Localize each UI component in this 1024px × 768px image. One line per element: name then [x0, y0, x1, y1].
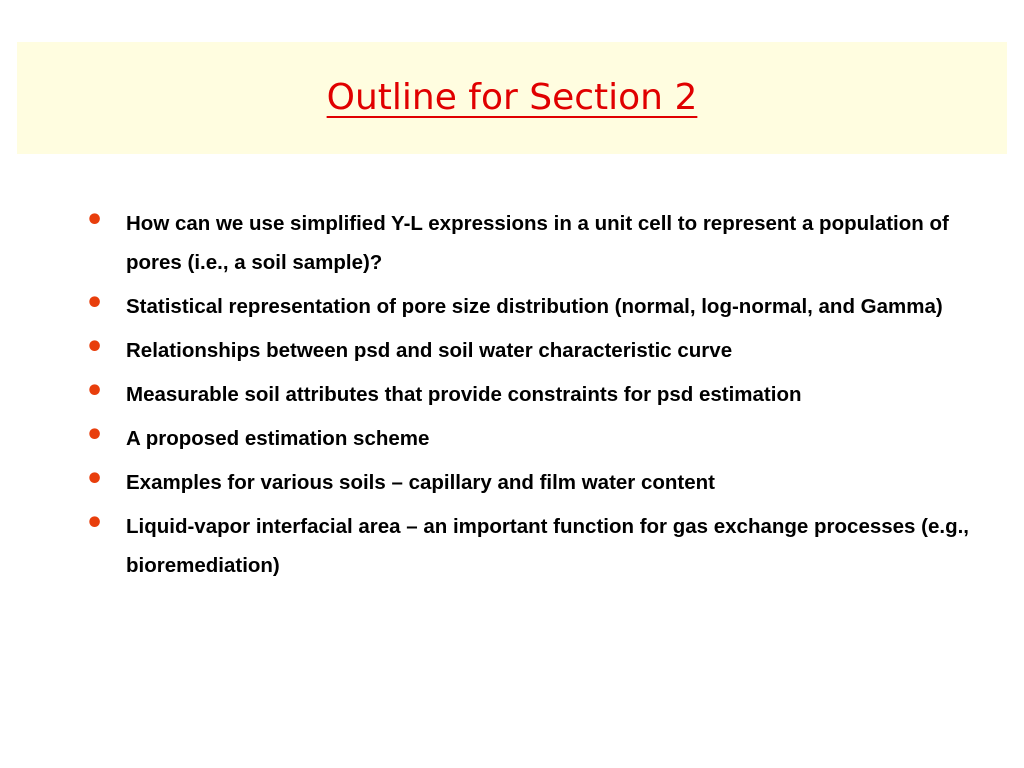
- bullet-text: Statistical representation of pore size distribution (normal, log-normal, and Gamma): [126, 295, 943, 318]
- bullet-text: A proposed estimation scheme: [126, 427, 430, 450]
- bullet-text: How can we use simplified Y-L expressions in a unit cell to represent a population of pores (i.e., a soil sample)?: [126, 212, 949, 274]
- bullet-icon: •: [85, 462, 105, 497]
- bullet-icon: •: [85, 418, 105, 453]
- bullet-list: [85, 204, 980, 590]
- bullet-icon: •: [85, 330, 105, 365]
- bullet-text: Relationships between psd and soil water characteristic curve: [126, 339, 733, 362]
- bullet-item: [85, 375, 980, 414]
- bullet-text: Measurable soil attributes that provide constraints for psd estimation: [126, 383, 802, 406]
- slide-title: Outline for Section 2: [326, 77, 698, 118]
- bullet-item: [85, 507, 980, 585]
- bullet-item: [85, 287, 980, 326]
- bullet-icon: •: [85, 203, 105, 238]
- bullet-item: [85, 204, 980, 282]
- bullet-icon: •: [85, 506, 105, 541]
- bullet-icon: •: [85, 374, 105, 409]
- bullet-item: [85, 419, 980, 458]
- bullet-icon: •: [85, 286, 105, 321]
- bullet-item: [85, 463, 980, 502]
- bullet-text: Liquid-vapor interfacial area – an important function for gas exchange processes (e.g., bioremediation): [126, 515, 969, 577]
- bullet-item: [85, 331, 980, 370]
- bullet-text: Examples for various soils – capillary and film water content: [126, 471, 716, 494]
